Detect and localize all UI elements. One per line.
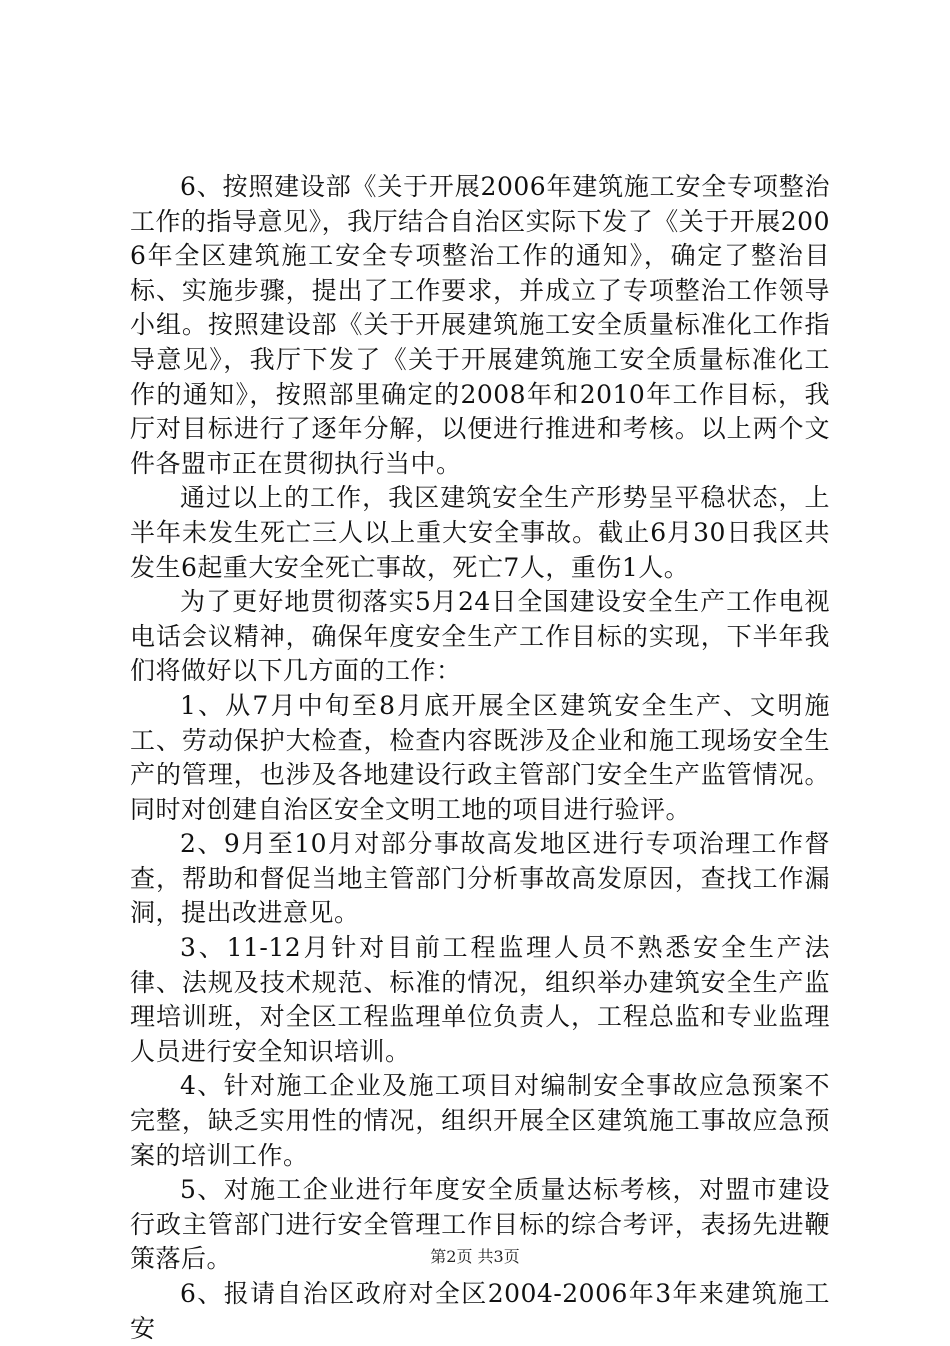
paragraph-5: 2、9月至10月对部分事故高发地区进行专项治理工作督查，帮助和督促当地主管部门分析事故高发原因，查找工作漏洞，提出改进意见。 xyxy=(130,829,830,928)
document-body xyxy=(130,170,830,1346)
paragraph-7: 4、针对施工企业及施工项目对编制安全事故应急预案不完整，缺乏实用性的情况，组织开展全区建筑施工事故应急预案的培训工作。 xyxy=(130,1071,830,1170)
paragraph-6: 3、11-12月针对目前工程监理人员不熟悉安全生产法律、法规及技术规范、标准的情况，组织举办建筑安全生产监理培训班，对全区工程监理单位负责人，工程总监和专业监理人员进行安全知识培训。 xyxy=(130,933,830,1066)
paragraph-2: 通过以上的工作，我区建筑安全生产形势呈平稳状态，上半年未发生死亡三人以上重大安全事故。截止6月30日我区共发生6起重大安全死亡事故，死亡7人，重伤1人。 xyxy=(130,483,830,582)
paragraph-4: 1、从7月中旬至8月底开展全区建筑安全生产、文明施工、劳动保护大检查，检查内容既涉及企业和施工现场安全生产的管理，也涉及各地建设行政主管部门安全生产监管情况。同时对创建自治区安全文明工地的项目进行验评。 xyxy=(130,690,830,824)
page-number-label: 第2页 共3页 xyxy=(430,1247,520,1266)
paragraph-9: 6、报请自治区政府对全区2004-2006年3年来建筑施工安 xyxy=(130,1279,830,1343)
page-footer xyxy=(0,1246,950,1268)
paragraph-1: 6、按照建设部《关于开展2006年建筑施工安全专项整治工作的指导意见》，我厅结合自治区实际下发了《关于开展2006年全区建筑施工安全专项整治工作的通知》，确定了整治目标、实施步骤，提出了工作要求，并成立了专项整治工作领导小组。按照建设部《关于开展建筑施工安全质量标准化工作指导意见》，我厅下发了《关于开展建筑施工安全质量标准化工作的通知》，按照部里确定的2008年和2010年工作目标，我厅对目标进行了逐年分解，以便进行推进和考核。以上两个文件各盟市正在贯彻执行当中。 xyxy=(130,172,830,478)
paragraph-8: 5、对施工企业进行年度安全质量达标考核，对盟市建设行政主管部门进行安全管理工作目标的综合考评，表扬先进鞭策落后。 xyxy=(130,1175,830,1274)
paragraph-3: 为了更好地贯彻落实5月24日全国建设安全生产工作电视电话会议精神，确保年度安全生产工作目标的实现，下半年我们将做好以下几方面的工作： xyxy=(130,587,830,686)
